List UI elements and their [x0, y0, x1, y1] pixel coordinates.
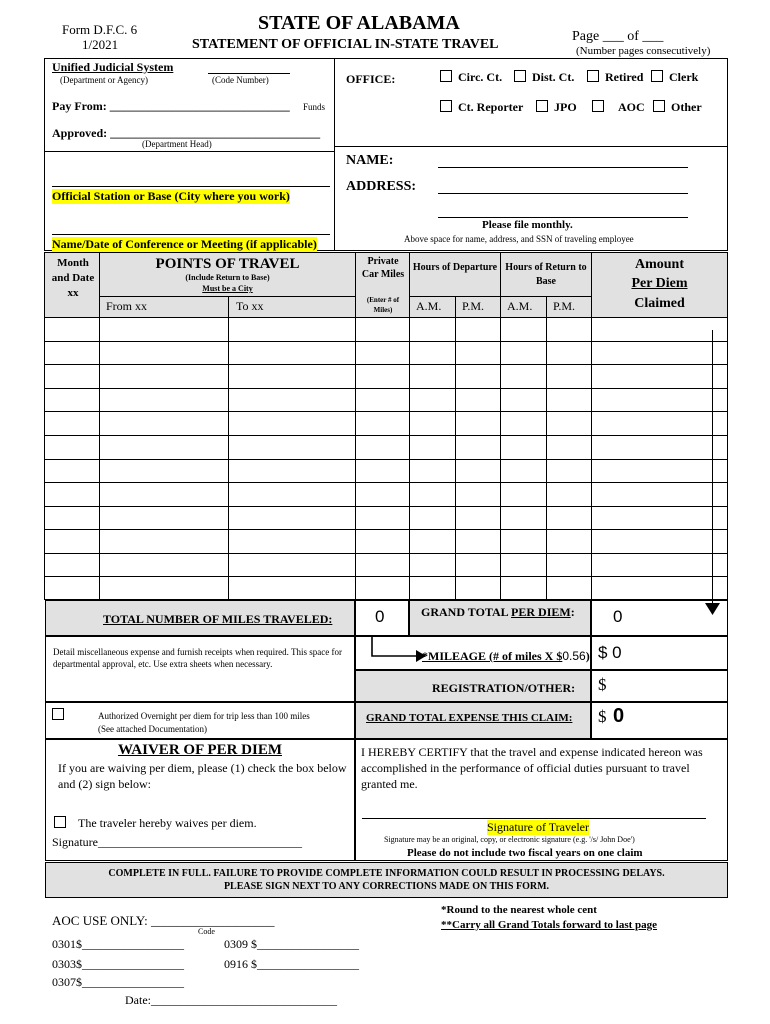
overnight-text: Authorized Overnight per diem for trip less than 100 miles	[98, 711, 310, 721]
mileage-label: *MILEAGE (# of miles X $0.56)	[422, 649, 590, 663]
col-dep-am: A.M.	[416, 299, 442, 313]
table-row[interactable]	[45, 388, 727, 389]
file-monthly-note: Please file monthly.	[482, 219, 573, 231]
traveler-signature-label: Signature of Traveler	[487, 820, 589, 834]
form-id: Form D.F.C. 6	[62, 22, 138, 37]
certify-text: I HEREBY CERTIFY that the travel and expense indicated hereon was accomplished in the performance of official duties pursuant to travel granted me.	[361, 745, 703, 791]
form-date: 1/2021	[82, 37, 119, 52]
aoc-0307[interactable]: 0307$_________________	[52, 975, 184, 989]
office-option-aoc[interactable]: AOC	[592, 100, 645, 115]
office-option-clerk[interactable]: Clerk	[651, 70, 698, 85]
col-points-sub1: (Include Return to Base)	[185, 273, 270, 282]
office-option-retired[interactable]: Retired	[587, 70, 643, 85]
dept-head-label: (Department Head)	[142, 139, 212, 149]
office-label: OFFICE:	[346, 72, 396, 86]
aoc-0916[interactable]: 0916 $_________________	[224, 957, 359, 971]
waiver-text: If you are waiving per diem, please (1) check the box below and (2) sign below:	[58, 761, 347, 791]
aoc-date[interactable]: Date:_______________________________	[125, 993, 337, 1007]
grand-per-diem-label: GRAND TOTAL PER DIEM:	[421, 605, 575, 619]
table-row[interactable]	[45, 506, 727, 507]
table-row[interactable]	[45, 459, 727, 460]
agency-name: Unified Judicial System	[52, 60, 174, 74]
col-ret-pm: P.M.	[553, 299, 576, 313]
col-ret-am: A.M.	[507, 299, 533, 313]
arrow-right-icon	[368, 636, 428, 662]
pay-from-field[interactable]: Pay From: ______________________________	[52, 99, 290, 113]
conference-field[interactable]	[52, 234, 330, 235]
checkbox-icon[interactable]	[653, 100, 665, 112]
col-month-date: Month and Date xx	[51, 257, 95, 299]
aoc-code-label: Code	[198, 927, 215, 936]
official-station-field[interactable]	[52, 186, 330, 187]
grand-expense-value: 0	[613, 705, 625, 727]
page-title: STATEMENT OF OFFICIAL IN-STATE TRAVEL	[192, 37, 499, 52]
round-note: *Round to the nearest whole cent	[441, 904, 597, 916]
fiscal-note: Please do not include two fiscal years on one claim	[407, 847, 643, 859]
checkbox-icon[interactable]	[592, 100, 604, 112]
name-label: NAME:	[346, 153, 394, 168]
grand-expense-box[interactable]	[591, 702, 728, 739]
conference-label: Name/Date of Conference or Meeting (if applicable)	[52, 237, 317, 251]
checkbox-icon[interactable]	[587, 70, 599, 82]
name-field[interactable]	[438, 167, 688, 168]
aoc-0301[interactable]: 0301$_________________	[52, 937, 184, 951]
page-number-note: (Number pages consecutively)	[576, 45, 711, 57]
table-row[interactable]	[45, 553, 727, 554]
col-enter-miles: (Enter # of Miles)	[366, 296, 400, 314]
table-row[interactable]	[45, 411, 727, 412]
overnight-sub: (See attached Documentation)	[98, 724, 207, 734]
agency-label: (Department or Agency)	[60, 75, 148, 85]
overnight-checkbox[interactable]	[52, 708, 70, 722]
page-number-field[interactable]: Page ___ of ___	[572, 29, 664, 44]
col-from: From xx	[106, 299, 148, 313]
checkbox-icon[interactable]	[514, 70, 526, 82]
aoc-0309[interactable]: 0309 $_________________	[224, 937, 359, 951]
approved-field[interactable]: Approved: ___________________________________	[52, 126, 321, 140]
col-dep-pm: P.M.	[462, 299, 485, 313]
grand-expense-label: GRAND TOTAL EXPENSE THIS CLAIM:	[366, 712, 573, 724]
aoc-use-only[interactable]: AOC USE ONLY: ___________________	[52, 913, 275, 928]
checkbox-icon[interactable]	[440, 100, 452, 112]
col-private-car: Private Car Miles	[361, 256, 405, 280]
address-label: ADDRESS:	[346, 179, 417, 194]
col-hours-departure: Hours of Departure	[412, 262, 498, 273]
official-station-label: Official Station or Base (City where you work)	[52, 189, 290, 203]
state-title: STATE OF ALABAMA	[258, 12, 460, 34]
col-amount: Amount	[634, 257, 684, 272]
waiver-checkbox[interactable]: The traveler hereby waives per diem.	[54, 816, 257, 831]
address-field-2[interactable]	[438, 217, 688, 218]
mileage-value: $ 0	[598, 643, 622, 662]
address-field-1[interactable]	[438, 193, 688, 194]
total-miles-label: TOTAL NUMBER OF MILES TRAVELED:	[103, 612, 333, 626]
mileage-rate: 0.56	[562, 649, 586, 663]
notice-line2: PLEASE SIGN NEXT TO ANY CORRECTIONS MADE ON THIS FORM.	[223, 881, 550, 892]
total-miles-value: 0	[375, 607, 385, 626]
notice-line1: COMPLETE IN FULL. FAILURE TO PROVIDE COMPLETE INFORMATION COULD RESULT IN PROCESSING DELAYS.	[108, 868, 665, 879]
checkbox-icon[interactable]	[52, 708, 64, 720]
code-label: (Code Number)	[212, 75, 269, 85]
col-to: To xx	[236, 299, 264, 313]
table-row[interactable]	[45, 576, 727, 577]
checkbox-icon[interactable]	[651, 70, 663, 82]
col-points-title: POINTS OF TRAVEL	[155, 256, 300, 272]
checkbox-icon[interactable]	[54, 816, 66, 828]
table-row[interactable]	[45, 341, 727, 342]
checkbox-icon[interactable]	[440, 70, 452, 82]
checkbox-icon[interactable]	[536, 100, 548, 112]
col-per-diem: Per Diem	[631, 276, 688, 291]
registration-box[interactable]	[591, 670, 728, 702]
grand-expense-dollar: $	[598, 707, 607, 726]
funds-label: Funds	[303, 102, 326, 112]
above-space-note: Above space for name, address, and SSN of traveling employee	[404, 234, 634, 244]
waiver-signature-field[interactable]: Signature__________________________________	[52, 835, 302, 849]
table-row[interactable]	[45, 529, 727, 530]
traveler-signature-field[interactable]	[362, 818, 706, 819]
waiver-title: WAIVER OF PER DIEM	[117, 742, 283, 758]
table-row[interactable]	[45, 482, 727, 483]
registration-label: REGISTRATION/OTHER:	[432, 681, 576, 695]
office-option-dist[interactable]: Dist. Ct.	[514, 70, 574, 85]
office-option-reporter[interactable]: Ct. Reporter	[440, 100, 523, 115]
office-option-circ[interactable]: Circ. Ct.	[440, 70, 502, 85]
office-option-jpo[interactable]: JPO	[536, 100, 577, 115]
signature-note: Signature may be an original, copy, or electronic signature (e.g. '/s/ John Doe')	[384, 835, 635, 844]
carry-note: **Carry all Grand Totals forward to last page	[441, 919, 658, 931]
col-claimed: Claimed	[634, 296, 685, 311]
misc-note: Detail miscellaneous expense and furnish receipts when required. This space for departmental approval, etc. Use extra sheets when necessary.	[53, 647, 342, 669]
grand-per-diem-box[interactable]	[591, 600, 728, 636]
registration-value: $	[598, 675, 607, 694]
grand-per-diem-value: 0	[613, 607, 623, 626]
table-row[interactable]	[45, 364, 727, 365]
aoc-0303[interactable]: 0303$_________________	[52, 957, 184, 971]
code-number-field[interactable]	[208, 73, 290, 74]
col-hours-return: Hours of Return to Base	[505, 262, 587, 287]
office-option-other[interactable]: Other	[653, 100, 702, 115]
table-row[interactable]	[45, 435, 727, 436]
col-points-sub2: Must be a City	[202, 284, 253, 293]
